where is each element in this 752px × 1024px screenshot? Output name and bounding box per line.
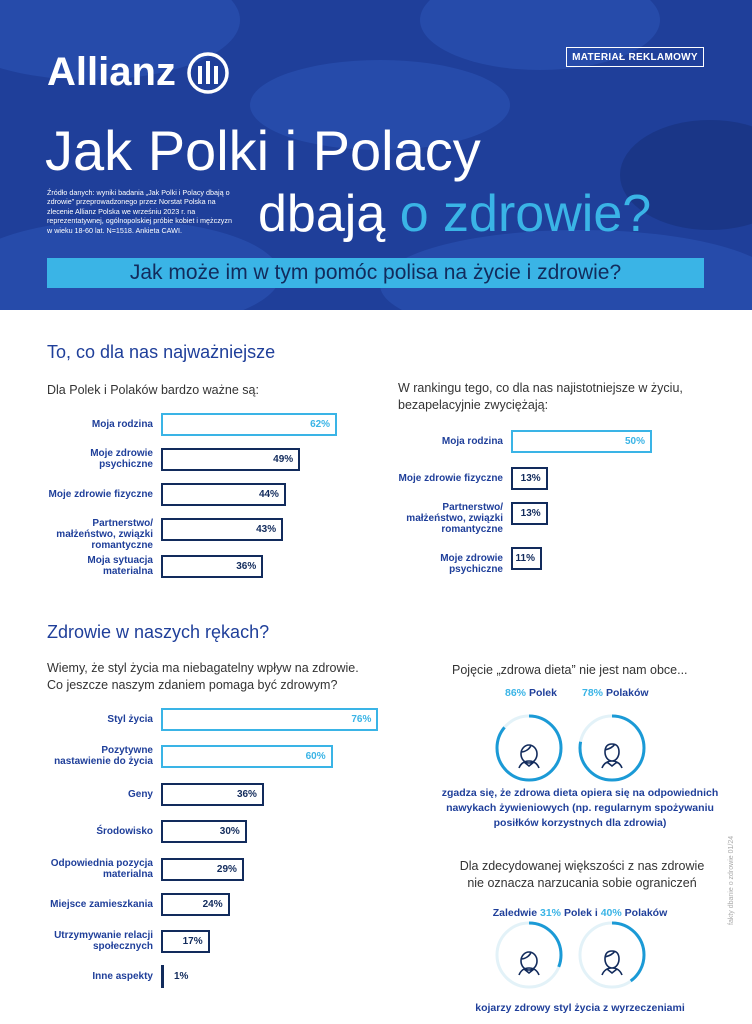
- men-progress-ring: [576, 919, 648, 991]
- bar: [161, 783, 264, 806]
- bar-value: 36%: [236, 561, 257, 572]
- bar-value: 24%: [202, 899, 223, 910]
- restr-title: Dla zdecydowanej większości z nas zdrowie nie oznacza narzucania sobie ograniczeń: [459, 859, 705, 890]
- bar-value: 29%: [216, 864, 237, 875]
- restr-caption: kojarzy zdrowy styl życia z wyrzeczeniami: [475, 1002, 685, 1014]
- bar-value: 50%: [624, 436, 645, 447]
- label: Polaków: [605, 687, 649, 699]
- label: Polek i: [563, 907, 598, 919]
- bar-label: Geny: [127, 788, 153, 800]
- bar-value: 49%: [273, 454, 294, 465]
- bar-value: 62%: [310, 419, 331, 430]
- bar: [161, 555, 263, 578]
- footer-note: fakty dbanie o zdrowie 01/24: [728, 835, 735, 925]
- men-progress-ring: [576, 712, 648, 784]
- bar: [511, 430, 652, 453]
- bar-label: Styl życia: [107, 713, 153, 725]
- bar-label: Moja rodzina: [91, 418, 153, 430]
- bar: [161, 448, 300, 471]
- bar-label: Moja rodzina: [441, 435, 503, 447]
- bar-value: 76%: [351, 714, 372, 725]
- bar: [161, 858, 244, 881]
- title-line2: [258, 184, 651, 244]
- bar: [161, 413, 337, 436]
- bar: [511, 502, 548, 525]
- bar-value: 60%: [305, 751, 326, 762]
- diet-title: Pojęcie „zdrowa dieta” nie jest nam obce...: [452, 663, 688, 677]
- bar-label: Miejsce zamieszkania: [50, 898, 153, 910]
- pct: 86%: [505, 687, 527, 699]
- women-progress-ring: [493, 712, 565, 784]
- title-highlight: o zdrowie?: [399, 185, 652, 243]
- source-note: Źródło danych: wyniki badania „Jak Polki i Polacy dbają o zdrowie” przeprowadzonego przez Norstat Polska na zlecenie Allianz Polska we wrześniu 2023 r. na reprezentatywnej, ogólnopolskiej próbie kobiet i mężczyzn w wieku 18-60 lat. N=1518. Ankieta CAWI.: [47, 188, 232, 235]
- section-title-priorities: To, co dla nas najważniejsze: [47, 342, 276, 362]
- bar: [161, 965, 189, 988]
- bar-value: 44%: [258, 489, 279, 500]
- bar-value: 36%: [236, 789, 257, 800]
- bar: [161, 820, 247, 843]
- bar-label: Moje zdrowie fizyczne: [398, 472, 503, 484]
- men-person-icon: [602, 951, 622, 975]
- advertising-badge: MATERIAŁ REKLAMOWY: [566, 47, 704, 67]
- women-progress-ring: [493, 919, 565, 991]
- bar-label: Moje zdrowie psychiczne: [440, 552, 503, 575]
- men-person-icon: [602, 744, 622, 768]
- bar-value: 11%: [515, 553, 536, 564]
- left-intro: Dla Polek i Polaków bardzo ważne są:: [47, 383, 259, 397]
- health-intro: Wiemy, że styl życia ma niebagatelny wpływ na zdrowie. Co jeszcze naszym zdaniem pomaga być zdrowym?: [47, 661, 359, 692]
- bar: [161, 930, 210, 953]
- allianz-logo: [47, 50, 230, 95]
- bar: [161, 893, 230, 916]
- bar-value: 30%: [219, 826, 240, 837]
- diet-women-label: [505, 686, 557, 701]
- bar-label: Odpowiednia pozycja materialna: [50, 858, 153, 880]
- header-banner: [0, 0, 752, 310]
- label: Polaków: [624, 907, 668, 919]
- title-word: dbają: [258, 185, 386, 243]
- subtitle-banner: Jak może im w tym pomóc polisa na życie i zdrowie?: [47, 258, 704, 288]
- bar-value: 1%: [174, 971, 189, 982]
- pct: 31%: [540, 907, 562, 919]
- pct: 40%: [600, 907, 622, 919]
- bar-label: Partnerstwo/ małżeństwo, związki romantyczne: [56, 518, 153, 551]
- pct: 78%: [582, 687, 604, 699]
- bar-label: Partnerstwo/ małżeństwo, związki romantyczne: [406, 502, 503, 535]
- women-person-icon: [519, 745, 539, 768]
- bar: [511, 547, 542, 570]
- bar-label: Utrzymywanie relacji społecznych: [54, 930, 153, 952]
- bar-value: 17%: [182, 936, 203, 947]
- women-person-icon: [519, 952, 539, 975]
- bar-label: Moja sytuacja materialna: [87, 555, 153, 577]
- bar: [161, 708, 378, 731]
- bar-label: Moje zdrowie psychiczne: [90, 448, 153, 470]
- logo-text: Allianz: [47, 50, 176, 94]
- bar-label: Środowisko: [96, 825, 153, 837]
- bar-label: Pozytywne nastawienie do życia: [54, 745, 153, 767]
- pre: Zaledwie: [492, 907, 538, 919]
- bar-label: Moje zdrowie fizyczne: [48, 488, 153, 500]
- bar: [511, 467, 548, 490]
- bar: [161, 745, 333, 768]
- bar-label: Inne aspekty: [92, 970, 153, 982]
- bar-value: 13%: [520, 508, 541, 519]
- title-line1: Jak Polki i Polacy: [45, 119, 481, 182]
- bar-value: 43%: [256, 524, 277, 535]
- allianz-eagle-icon: [186, 51, 230, 95]
- bar-value: 13%: [520, 473, 541, 484]
- diet-men-label: [582, 686, 649, 701]
- label: Polek: [528, 687, 557, 699]
- bar: [161, 518, 283, 541]
- section-title-health: Zdrowie w naszych rękach?: [47, 622, 270, 642]
- diet-caption: zgadza się, że zdrowa dieta opiera się na odpowiednich nawykach żywieniowych (np. regularnym spożywaniu posiłków korzystnych dla zdrowia): [441, 787, 719, 829]
- right-intro: W rankingu tego, co dla nas najistotniejsze w życiu, bezapelacyjnie zwyciężają:: [398, 381, 683, 412]
- bar: [161, 483, 286, 506]
